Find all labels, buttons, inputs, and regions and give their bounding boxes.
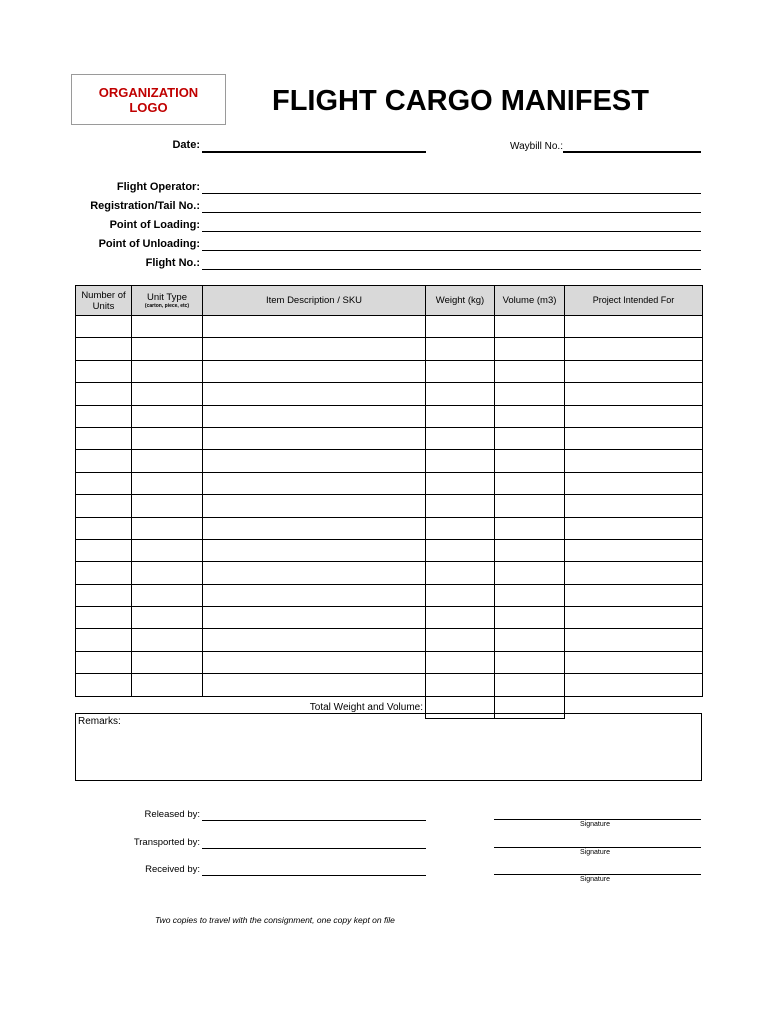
weight-cell[interactable] [426,450,495,472]
table-row [76,360,703,382]
volume-cell[interactable] [495,360,565,382]
units-cell[interactable] [76,360,132,382]
project-cell[interactable] [565,584,703,606]
table-row [76,495,703,517]
unit-type-cell[interactable] [132,450,203,472]
volume-cell[interactable] [495,562,565,584]
unit-type-cell[interactable] [132,383,203,405]
units-cell[interactable] [76,450,132,472]
unit-type-cell[interactable] [132,405,203,427]
weight-cell[interactable] [426,405,495,427]
transported-by-label: Transported by: [133,837,200,848]
table-row [76,562,703,584]
weight-cell[interactable] [426,316,495,338]
weight-cell[interactable] [426,584,495,606]
page-title: FLIGHT CARGO MANIFEST [272,85,649,117]
signature-caption-2: Signature [580,849,610,856]
units-cell[interactable] [76,495,132,517]
units-cell[interactable] [76,383,132,405]
unit-type-cell[interactable] [132,495,203,517]
weight-cell[interactable] [426,495,495,517]
signature-caption-3: Signature [580,876,610,883]
header-description: Item Description / SKU [203,286,426,316]
flight-no-label: Flight No.: [145,257,200,269]
project-cell[interactable] [565,450,703,472]
description-cell[interactable] [203,674,426,696]
total-label: Total Weight and Volume: [76,696,426,718]
unit-type-cell[interactable] [132,517,203,539]
volume-cell[interactable] [495,607,565,629]
transported-by-signature-line[interactable] [494,847,701,848]
description-cell[interactable] [203,584,426,606]
received-by-field[interactable] [202,875,426,876]
project-cell[interactable] [565,629,703,651]
project-cell[interactable] [565,360,703,382]
table-row [76,405,703,427]
header-unit-type-label: Unit Type [147,292,187,303]
volume-cell[interactable] [495,472,565,494]
table-row [76,383,703,405]
cargo-table [75,285,703,719]
header-volume: Volume (m3) [495,286,565,316]
header-unit-type [132,286,203,316]
units-cell[interactable] [76,472,132,494]
units-cell[interactable] [76,539,132,561]
weight-cell[interactable] [426,338,495,360]
table-header-row [76,286,703,316]
signature-caption-1: Signature [580,821,610,828]
point-of-unloading-field[interactable] [202,250,701,251]
table-row [76,427,703,449]
point-of-loading-field[interactable] [202,231,701,232]
units-cell[interactable] [76,562,132,584]
footnote: Two copies to travel with the consignment, one copy kept on file [155,915,395,925]
weight-cell[interactable] [426,607,495,629]
volume-cell[interactable] [495,651,565,673]
unit-type-cell[interactable] [132,360,203,382]
weight-cell[interactable] [426,539,495,561]
remarks-label: Remarks: [78,716,121,727]
description-cell[interactable] [203,427,426,449]
weight-cell[interactable] [426,674,495,696]
volume-cell[interactable] [495,629,565,651]
logo-line-2: LOGO [129,99,168,115]
units-cell[interactable] [76,316,132,338]
project-cell[interactable] [565,517,703,539]
unit-type-cell[interactable] [132,316,203,338]
description-cell[interactable] [203,539,426,561]
unit-type-cell[interactable] [132,338,203,360]
point-of-unloading-label: Point of Unloading: [98,238,200,250]
table-row [76,607,703,629]
project-cell[interactable] [565,338,703,360]
description-cell[interactable] [203,450,426,472]
units-cell[interactable] [76,517,132,539]
registration-field[interactable] [202,212,701,213]
project-cell[interactable] [565,607,703,629]
weight-cell[interactable] [426,517,495,539]
volume-cell[interactable] [495,427,565,449]
released-by-signature-line[interactable] [494,819,701,820]
volume-cell[interactable] [495,539,565,561]
volume-cell[interactable] [495,316,565,338]
project-cell[interactable] [565,495,703,517]
project-cell[interactable] [565,539,703,561]
header-units-line-1: Number of [81,289,126,301]
description-cell[interactable] [203,562,426,584]
units-cell[interactable] [76,651,132,673]
description-cell[interactable] [203,472,426,494]
point-of-loading-label: Point of Loading: [109,219,200,231]
table-row [76,517,703,539]
header-number-of-units [76,286,132,316]
weight-cell[interactable] [426,427,495,449]
waybill-field[interactable] [563,151,701,153]
units-cell[interactable] [76,629,132,651]
unit-type-cell[interactable] [132,651,203,673]
table-body [76,316,703,697]
volume-cell[interactable] [495,495,565,517]
volume-cell[interactable] [495,383,565,405]
units-cell[interactable] [76,405,132,427]
table-row [76,338,703,360]
table-row [76,651,703,673]
unit-type-cell[interactable] [132,472,203,494]
weight-cell[interactable] [426,629,495,651]
description-cell[interactable] [203,651,426,673]
description-cell[interactable] [203,517,426,539]
released-by-label: Released by: [144,809,200,820]
volume-cell[interactable] [495,674,565,696]
volume-cell[interactable] [495,584,565,606]
weight-cell[interactable] [426,472,495,494]
project-cell[interactable] [565,472,703,494]
flight-operator-label: Flight Operator: [116,181,200,193]
remarks-box[interactable] [75,713,702,781]
units-cell[interactable] [76,674,132,696]
received-by-label: Received by: [145,864,200,875]
unit-type-cell[interactable] [132,539,203,561]
weight-cell[interactable] [426,651,495,673]
description-cell[interactable] [203,383,426,405]
project-cell[interactable] [565,651,703,673]
description-cell[interactable] [203,495,426,517]
registration-label: Registration/Tail No.: [90,200,200,212]
unit-type-cell[interactable] [132,629,203,651]
table-row [76,674,703,696]
volume-cell[interactable] [495,405,565,427]
weight-cell[interactable] [426,360,495,382]
description-cell[interactable] [203,360,426,382]
description-cell[interactable] [203,338,426,360]
units-cell[interactable] [76,584,132,606]
units-cell[interactable] [76,338,132,360]
project-cell[interactable] [565,383,703,405]
table-row [76,629,703,651]
unit-type-cell[interactable] [132,607,203,629]
weight-cell[interactable] [426,562,495,584]
project-cell[interactable] [565,674,703,696]
volume-cell[interactable] [495,517,565,539]
header-weight: Weight (kg) [426,286,495,316]
table-row [76,450,703,472]
weight-cell[interactable] [426,383,495,405]
header-units-line-2: Units [92,300,115,312]
project-cell[interactable] [565,427,703,449]
description-cell[interactable] [203,607,426,629]
unit-type-cell[interactable] [132,674,203,696]
flight-operator-field[interactable] [202,193,701,194]
unit-type-cell[interactable] [132,427,203,449]
description-cell[interactable] [203,405,426,427]
unit-type-cell[interactable] [132,584,203,606]
table-row [76,316,703,338]
table-row [76,472,703,494]
description-cell[interactable] [203,316,426,338]
units-cell[interactable] [76,427,132,449]
project-cell[interactable] [565,316,703,338]
table-row [76,539,703,561]
header-project: Project Intended For [565,286,703,316]
project-cell[interactable] [565,562,703,584]
organization-logo [71,74,226,125]
date-label: Date: [172,139,200,151]
transported-by-field[interactable] [202,848,426,849]
project-cell[interactable] [565,405,703,427]
description-cell[interactable] [203,629,426,651]
date-field[interactable] [202,151,426,153]
volume-cell[interactable] [495,338,565,360]
received-by-signature-line[interactable] [494,874,701,875]
released-by-field[interactable] [202,820,426,821]
volume-cell[interactable] [495,450,565,472]
table-row [76,584,703,606]
flight-no-field[interactable] [202,269,701,270]
waybill-label: Waybill No.: [510,141,563,152]
logo-line-1: ORGANIZATION [98,84,199,100]
unit-type-cell[interactable] [132,562,203,584]
header-unit-type-sub: (carton, piece, etc) [144,303,190,309]
units-cell[interactable] [76,607,132,629]
